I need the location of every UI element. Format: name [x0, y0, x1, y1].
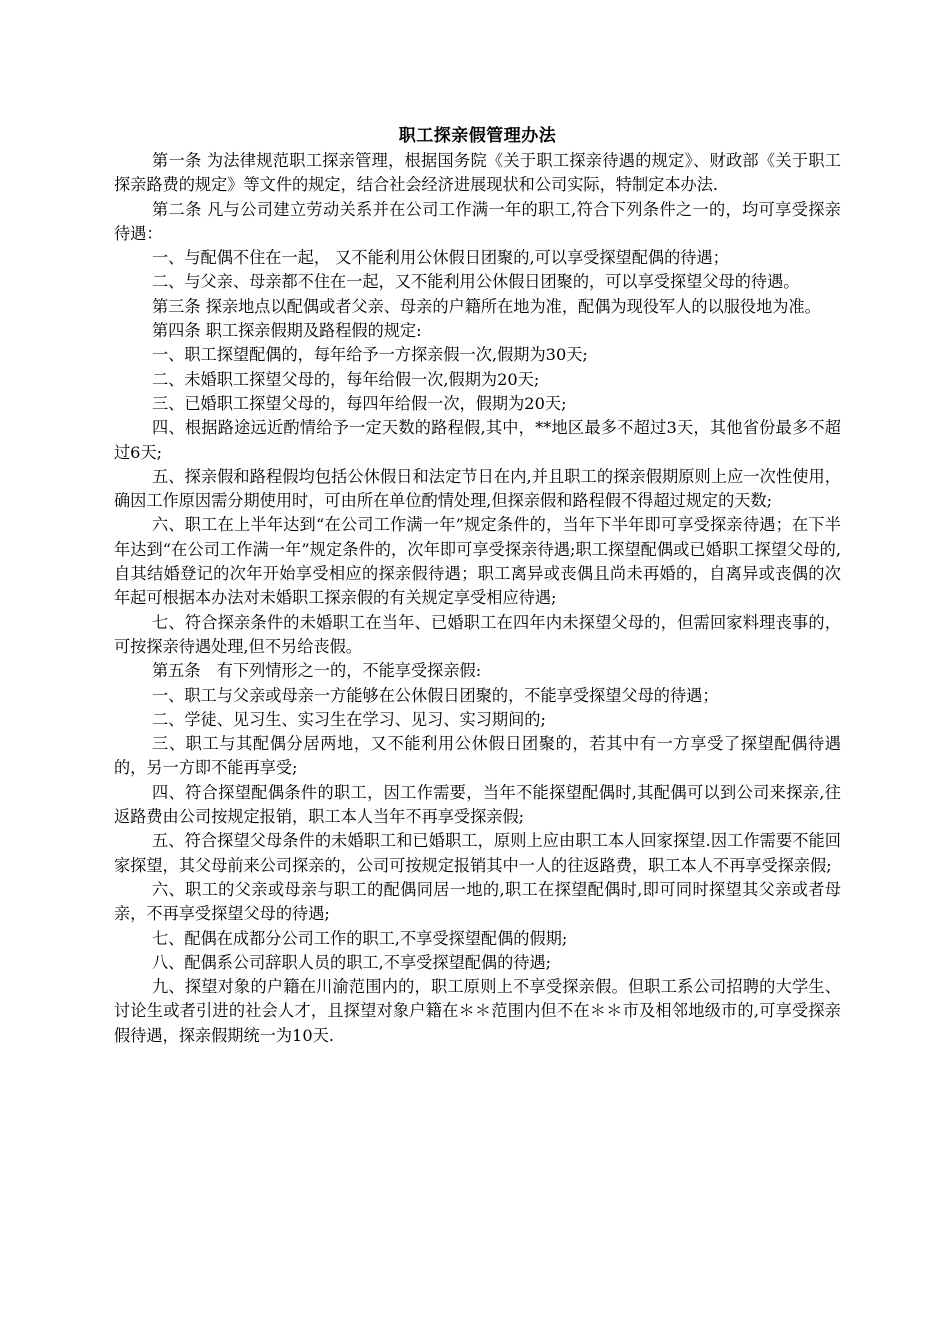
paragraph: 三、职工与其配偶分居两地，又不能利用公休假日团聚的，若其中有一方享受了探望配偶待遇的，另一方即不能再享受;: [114, 734, 841, 778]
paragraph: 七、配偶在成都分公司工作的职工,不享受探望配偶的假期;: [152, 928, 568, 948]
paragraph: 一、与配偶不住在一起， 又不能利用公休假日团聚的,可以享受探望配偶的待遇；: [152, 248, 729, 268]
paragraph: 一、职工与父亲或母亲一方能够在公休假日团聚的，不能享受探望父母的待遇；: [152, 685, 719, 705]
paragraph: 第五条 有下列情形之一的，不能享受探亲假:: [152, 661, 482, 681]
paragraph: 一、职工探望配偶的，每年给予一方探亲假一次,假期为30天;: [152, 345, 588, 365]
paragraph: 二、与父亲、母亲都不住在一起，又不能利用公休假日团聚的，可以享受探望父母的待遇。: [152, 272, 800, 292]
paragraph: 二、未婚职工探望父母的，每年给假一次,假期为20天;: [152, 369, 540, 389]
document-body: [114, 149, 841, 1048]
paragraph: 第一条 为法律规范职工探亲管理，根据国务院《关于职工探亲待遇的规定》、财政部《关于职工探亲路费的规定》等文件的规定，结合社会经济进展现状和公司实际，特制定本办法.: [114, 151, 841, 195]
paragraph: 八、配偶系公司辞职人员的职工,不享受探望配偶的待遇;: [152, 952, 552, 972]
paragraph: 第三条 探亲地点以配偶或者父亲、母亲的户籍所在地为准，配偶为现役军人的以服役地为准。: [152, 296, 821, 316]
paragraph: 三、已婚职工探望父母的，每四年给假一次，假期为20天;: [152, 393, 567, 413]
paragraph: 七、符合探亲条件的未婚职工在当年、已婚职工在四年内未探望父母的，但需回家料理丧事的，可按探亲待遇处理,但不另给丧假。: [114, 612, 841, 656]
paragraph: 四、符合探望配偶条件的职工，因工作需要，当年不能探望配偶时,其配偶可以到公司来探亲,往返路费由公司按规定报销，职工本人当年不再享受探亲假;: [114, 782, 841, 827]
paragraph: 五、探亲假和路程假均包括公休假日和法定节日在内,并且职工的探亲假期原则上应一次性使用，确因工作原因需分期使用时，可由所在单位酌情处理,但探亲假和路程假不得超过规定的天数;: [114, 466, 841, 511]
paragraph: 第四条 职工探亲假期及路程假的规定:: [152, 321, 422, 341]
paragraph: 第二条 凡与公司建立劳动关系并在公司工作满一年的职工,符合下列条件之一的，均可享受探亲待遇：: [114, 199, 841, 243]
paragraph: 九、探望对象的户籍在川渝范围内的，职工原则上不享受探亲假。但职工系公司招聘的大学生、讨论生或者引进的社会人才，且探望对象户籍在＊＊范围内但不在＊＊市及相邻地级市的,可享受探亲假待遇，探亲假期统一为10天.: [114, 977, 841, 1045]
paragraph: 二、学徒、见习生、实习生在学习、见习、实习期间的;: [152, 709, 546, 729]
paragraph: 六、职工在上半年达到“在公司工作满一年”规定条件的，当年下半年即可享受探亲待遇；在下半年达到“在公司工作满一年”规定条件的，次年即可享受探亲待遇;职工探望配偶或已婚职工探望父母的,自其结婚登记的次年开始享受相应的探亲假待遇；职工离异或丧偶且尚未再婚的，自离异或丧偶的次年起可根据本办法对未婚职工探亲假的有关规定享受相应待遇;: [114, 515, 841, 608]
paragraph: 五、符合探望父母条件的未婚职工和已婚职工，原则上应由职工本人回家探望.因工作需要不能回家探望，其父母前来公司探亲的，公司可按规定报销其中一人的往返路费，职工本人不再享受探亲假;: [114, 831, 841, 875]
paragraph: 六、职工的父亲或母亲与职工的配偶同居一地的,职工在探望配偶时,即可同时探望其父亲或者母亲，不再享受探望父母的待遇;: [114, 879, 841, 924]
document-page: [114, 125, 841, 1048]
document-title: 职工探亲假管理办法: [398, 126, 557, 146]
paragraph: 四、根据路途远近酌情给予一定天数的路程假,其中，**地区最多不超过3天，其他省份最多不超过6天;: [114, 418, 841, 462]
